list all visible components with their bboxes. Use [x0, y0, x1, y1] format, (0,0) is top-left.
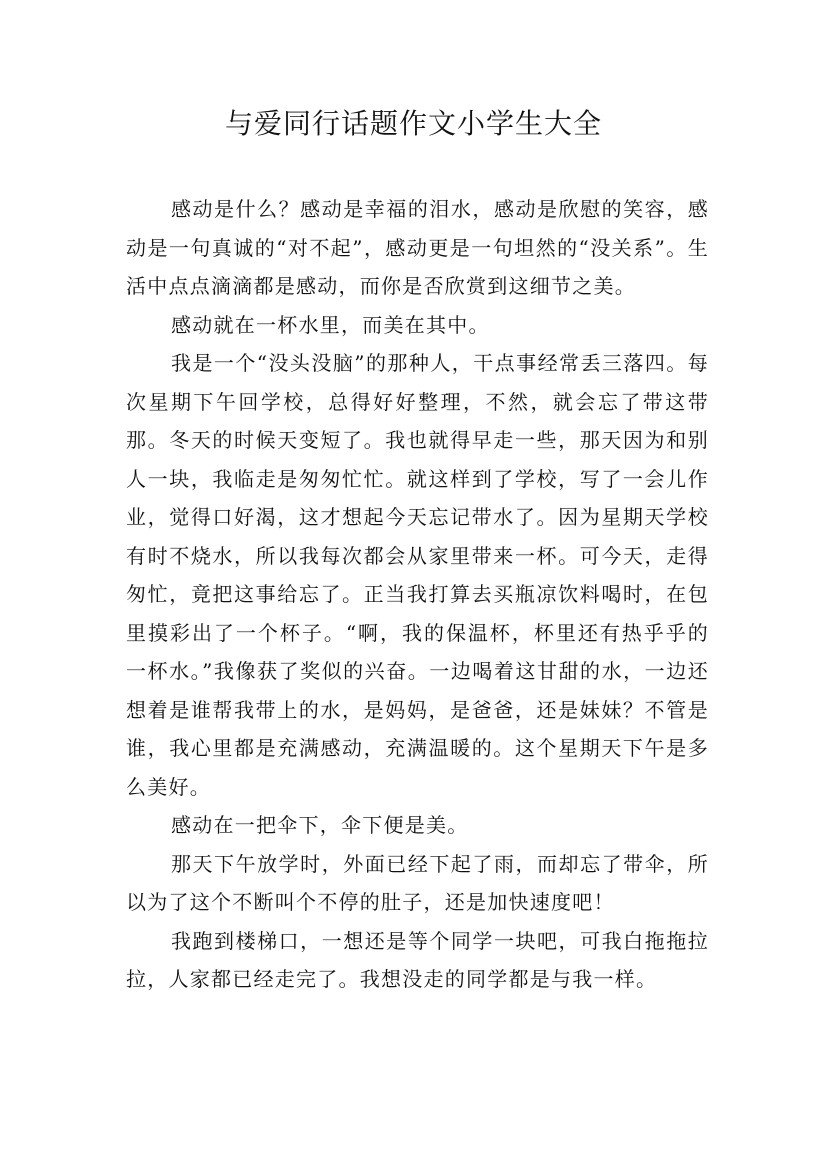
document-body — [126, 190, 709, 999]
paragraph-1: 感动是什么？感动是幸福的泪水，感动是欣慰的笑容，感动是一句真诚的“对不起”，感动更是一句坦然的“没关系”。生活中点点滴滴都是感动，而你是否欣赏到这细节之美。 — [126, 197, 709, 298]
paragraph-6: 我跑到楼梯口，一想还是等个同学一块吧，可我白拖拖拉拉，人家都已经走完了。我想没走的同学都是与我一样。 — [126, 928, 709, 991]
paragraph-3: 我是一个“没头没脑”的那种人，干点事经常丢三落四。每次星期下午回学校，总得好好整理，不然，就会忘了带这带那。冬天的时候天变短了。我也就得早走一些，那天因为和别人一块，我临走是匆匆忙忙。就这样到了学校，写了一会儿作业，觉得口好渴，这才想起今天忘记带水了。因为星期天学校有时不烧水，所以我每次都会从家里带来一杯。可今天，走得匆忙，竟把这事给忘了。正当我打算去买瓶凉饮料喝时，在包里摸彩出了一个杯子。“啊，我的保温杯，杯里还有热乎乎的一杯水。”我像获了奖似的兴奋。一边喝着这甘甜的水，一边还想着是谁帮我带上的水，是妈妈，是爸爸，还是妹妹？不管是谁，我心里都是充满感动，充满温暖的。这个星期天下午是多么美好。 — [126, 351, 709, 799]
paragraph-4: 感动在一把伞下，伞下便是美。 — [171, 813, 469, 837]
document-title: 与爱同行话题作文小学生大全 — [224, 107, 602, 140]
paragraph-2: 感动就在一杯水里，而美在其中。 — [171, 312, 490, 337]
paragraph-5: 那天下午放学时，外面已经下起了雨，而却忘了带伞，所以为了这个不断叫个不停的肚子，还是加快速度吧！ — [126, 851, 709, 914]
